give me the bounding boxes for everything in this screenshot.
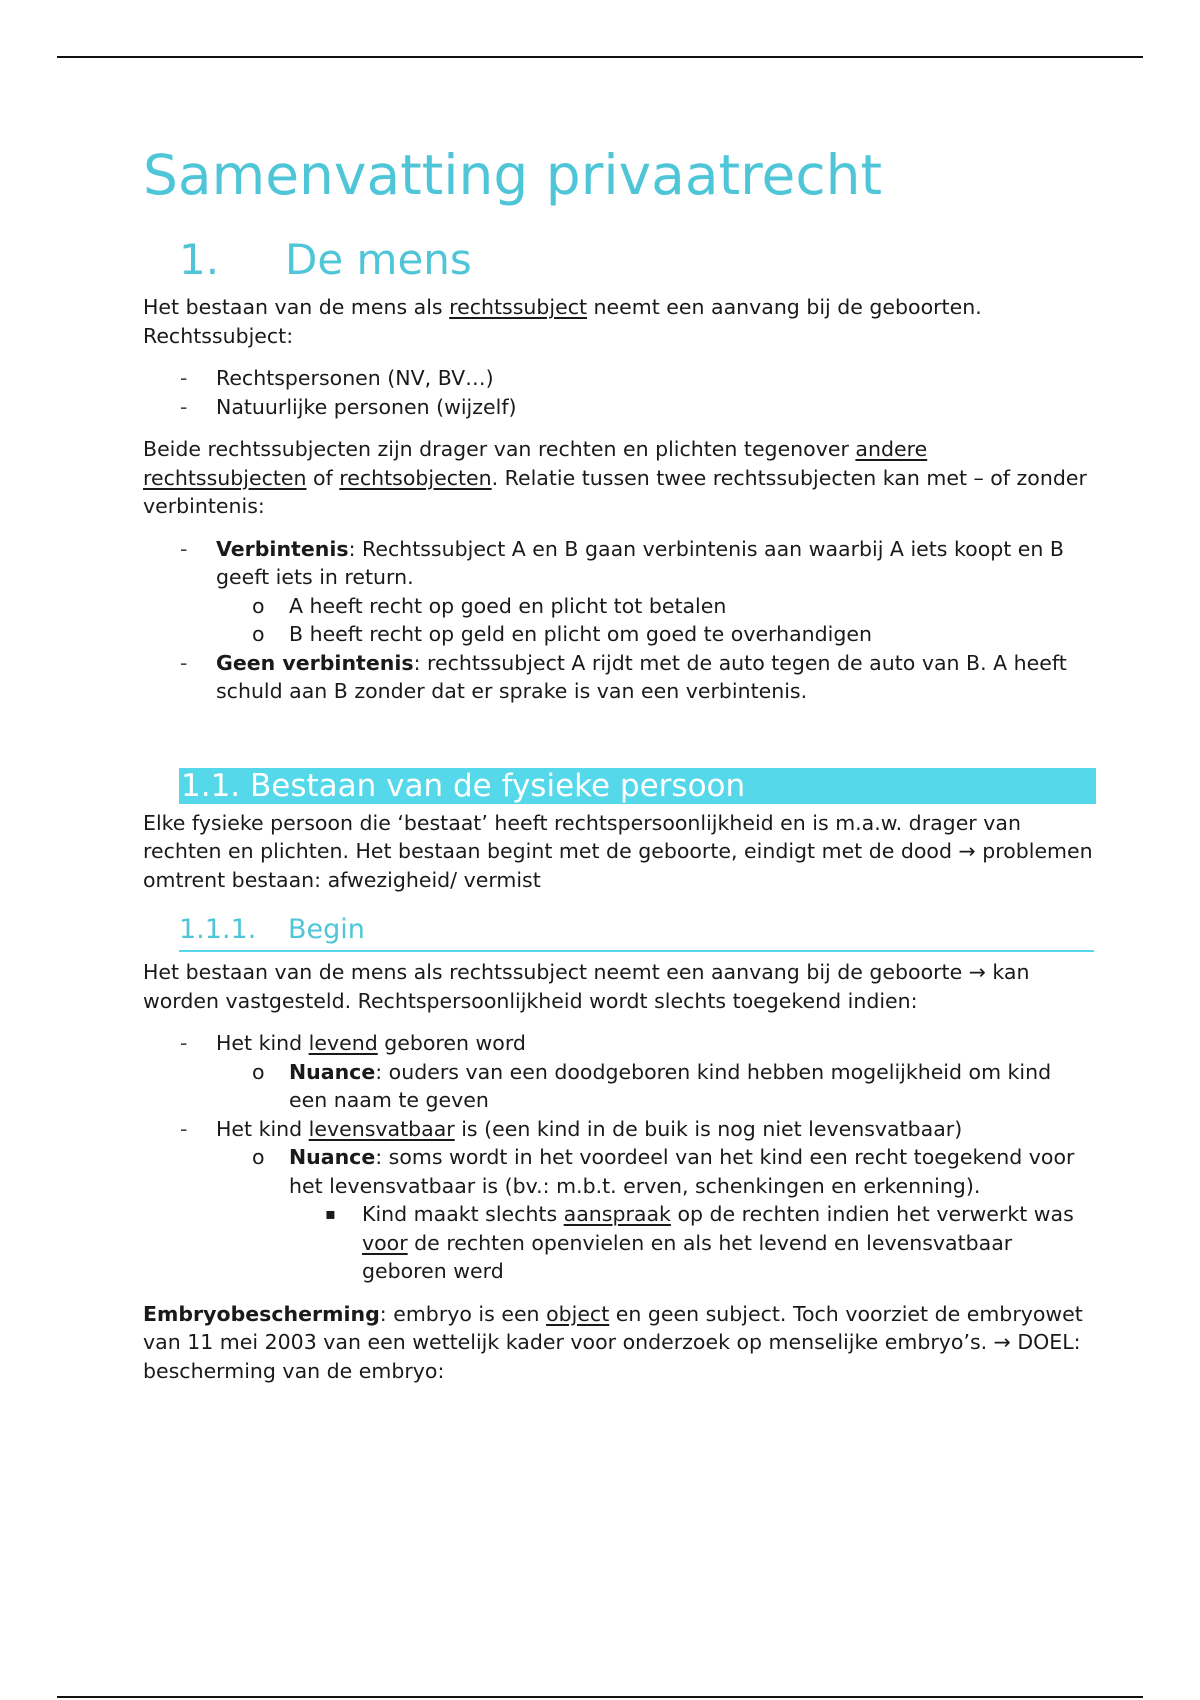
text-run: : ouders van een doodgeboren kind hebben mogelijkheid om kind een naam te geven [289,1059,1052,1112]
sub-list [216,1058,1093,1115]
text-run: geboren word [377,1031,526,1055]
list-item [143,649,1093,706]
text-run: en geen subject. Toch voorziet de embryowet van 11 mei 2003 van een wettelijk kader voor onderzoek op menselijke embryo’s. → DOEL: bescherming van de embryo: [143,1301,1083,1383]
sub-list-item: o B heeft recht op geld en plicht om goed te overhandigen [216,620,1093,649]
bold-term: Nuance [289,1145,376,1169]
underlined-term: voor [362,1230,408,1255]
bold-term: Verbintenis [216,536,349,561]
text-run: is (een kind in de buik is nog niet levensvatbaar) [454,1116,963,1141]
sub-list [216,592,1093,649]
verbintenis-list [143,535,1093,706]
document-body [143,140,1093,1385]
text-run: Het bestaan van de mens als [143,295,450,319]
paragraph-intro [143,293,1093,350]
heading-3 [179,910,1094,952]
text-run: : soms wordt in het voordeel van het kind een recht toegekend voor het levensvatbaar is (bv.: m.b.t. erven, schenkingen en erkenning). [289,1145,1075,1198]
underlined-term: levensvatbaar [308,1116,455,1141]
underlined-term: object [546,1301,610,1326]
text-run: op de rechten indien het verwerkt was [670,1202,1074,1226]
text-run: : embryo is een [379,1301,547,1326]
text-run: Het kind [216,1116,309,1141]
document-title: Samenvatting privaatrecht [143,143,883,207]
sub-list-item [216,1058,1093,1115]
sub-list-item [216,1143,1093,1286]
text-run: Het kind [216,1031,309,1055]
underlined-term: aanspraak [563,1202,671,1226]
sub-sub-list-item [289,1200,1093,1286]
text-run: Kind maakt slechts [362,1202,564,1226]
sub-list [216,1143,1093,1286]
list-item [143,1029,1093,1115]
text-run: of [306,465,340,490]
paragraph-rechten [143,435,1093,521]
heading-3-text: Begin [288,914,365,945]
rechtssubject-list [143,364,1093,421]
paragraph-begin: Het bestaan van de mens als rechtssubject neemt een aanvang bij de geboorte → kan worden vastgesteld. Rechtspersoonlijkheid wordt slechts toegekend indien: [143,960,1030,1013]
underlined-term: andere rechtssubjecten [143,437,928,490]
paragraph-fysieke-persoon: Elke fysieke persoon die ‘bestaat’ heeft rechtspersoonlijkheid en is m.a.w. drager van rechten en plichten. Het bestaan begint met de geboorte, eindigt met de dood → problemen omtrent bestaan: afwezigheid/ vermist [143,810,1093,892]
paragraph-embryo [143,1300,1093,1386]
bold-term: Nuance [289,1059,376,1084]
page-top-rule [57,56,1143,58]
heading-1 [179,232,1093,288]
text-run: Beide rechtssubjecten zijn drager van rechten en plichten tegenover [143,437,856,461]
sub-sub-list [289,1200,1093,1286]
text-run: : rechtssubject A rijdt met de auto tegen de auto van B. A heeft schuld aan B zonder dat er sprake is van een verbintenis. [216,650,1067,703]
text-run: . Relatie tussen twee rechtssubjecten kan met – of zonder verbintenis: [143,465,1087,518]
page-bottom-rule [57,1696,1143,1698]
heading-1-text: De mens [285,235,472,284]
sub-list-item: o A heeft recht op goed en plicht tot betalen [216,592,1093,621]
list-item: - Natuurlijke personen (wijzelf) [143,393,1093,422]
underlined-term: rechtsobjecten [339,465,492,490]
underlined-term: levend [308,1031,378,1055]
text-run: neemt een aanvang bij de geboorten. [587,295,982,319]
heading-1-number: 1. [179,235,220,284]
underlined-term: rechtssubject [449,295,588,319]
text-run: Rechtssubject: [143,323,294,348]
bold-term: Embryobescherming [143,1301,380,1326]
text-run: : Rechtssubject A en B gaan verbintenis aan waarbij A iets koopt en B geeft iets in return. [216,536,1064,589]
bold-term: Geen verbintenis [216,650,414,675]
list-item [143,1115,1093,1286]
heading-3-number: 1.1.1. [179,914,257,945]
voorwaarden-list [143,1029,1093,1286]
list-item [143,535,1093,649]
list-item: - Rechtspersonen (NV, BV…) [143,364,1093,393]
heading-2: 1.1. Bestaan van de fysieke persoon [179,768,1096,804]
text-run: de rechten openvielen en als het levend en levensvatbaar geboren werd [362,1230,1013,1283]
